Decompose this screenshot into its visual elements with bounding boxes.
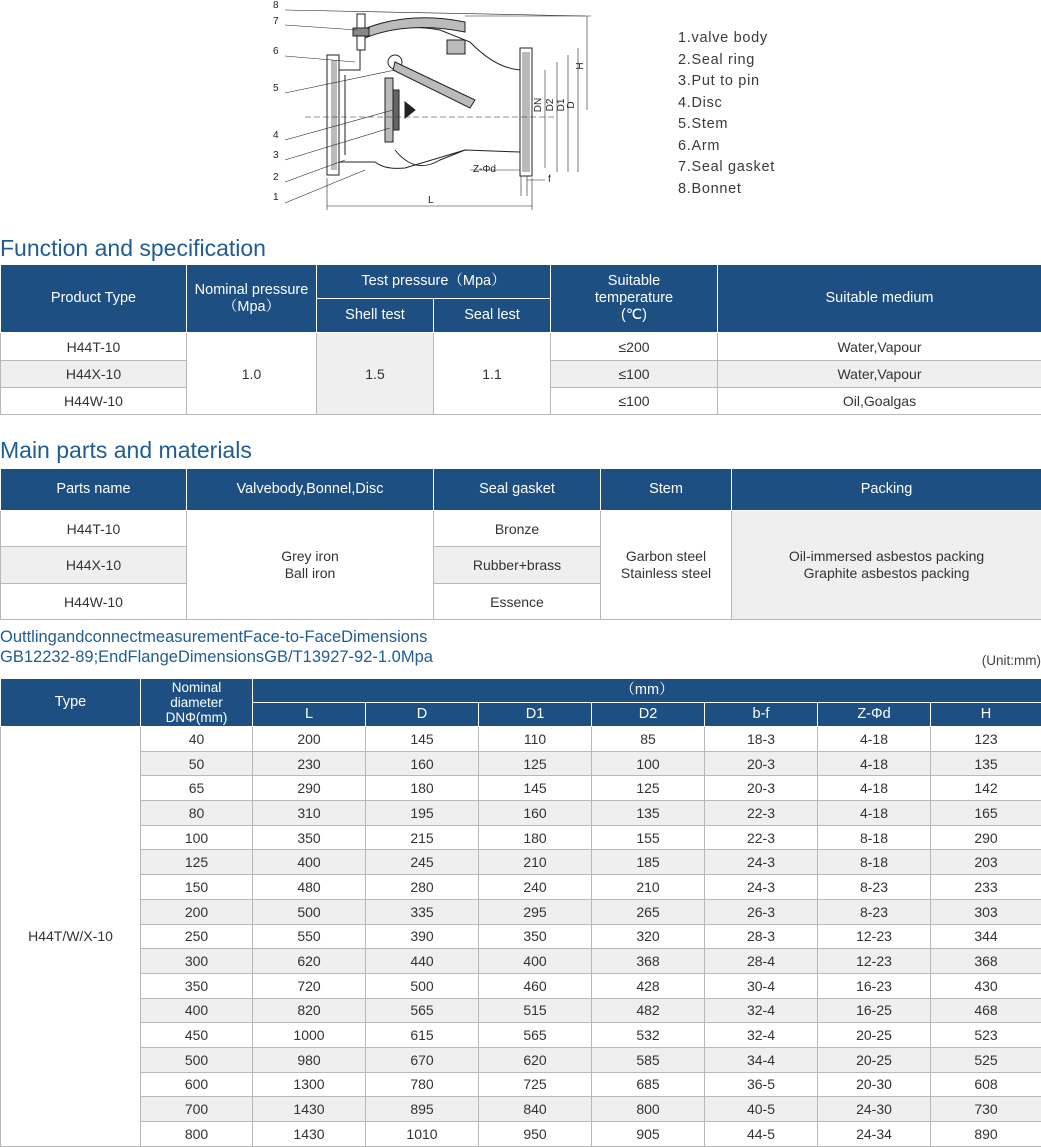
table-cell: 160 <box>479 801 592 826</box>
table-cell: 20-25 <box>818 1023 931 1048</box>
table-cell: 85 <box>592 727 705 752</box>
table-cell: 468 <box>931 998 1041 1023</box>
materials-type: H44W-10 <box>1 584 187 620</box>
materials-type: H44X-10 <box>1 547 187 584</box>
legend-item: 6.Arm <box>678 137 721 154</box>
table-cell: 800 <box>592 1097 705 1122</box>
table-cell: 20-3 <box>705 776 818 801</box>
table-cell: 24-30 <box>818 1097 931 1122</box>
table-cell: 145 <box>479 776 592 801</box>
table-cell: 460 <box>479 973 592 998</box>
header-dim-column: b-f <box>705 703 818 727</box>
table-cell: 245 <box>366 850 479 875</box>
header-shell-test: Shell test <box>317 299 434 333</box>
table-cell: 203 <box>931 850 1041 875</box>
table-cell: 24-3 <box>705 875 818 900</box>
table-cell: 265 <box>592 899 705 924</box>
header-dim-column: H <box>931 703 1041 727</box>
table-cell: 200 <box>253 727 366 752</box>
legend-item: 3.Put to pin <box>678 73 760 89</box>
table-cell: 890 <box>931 1122 1041 1147</box>
legend-item: 2.Seal ring <box>678 51 756 68</box>
table-cell: 565 <box>366 998 479 1023</box>
table-cell: 100 <box>592 751 705 776</box>
table-cell: 142 <box>931 776 1041 801</box>
table-cell: 8-18 <box>818 850 931 875</box>
spec-medium: Water,Vapour <box>718 361 1041 388</box>
table-cell: 44-5 <box>705 1122 818 1147</box>
table-cell: 125 <box>479 751 592 776</box>
table-cell: 165 <box>931 801 1041 826</box>
table-cell: 310 <box>253 801 366 826</box>
table-cell: 565 <box>479 1023 592 1048</box>
header-dim-column: Z-Φd <box>818 703 931 727</box>
table-cell: 180 <box>479 825 592 850</box>
table-cell: 20-30 <box>818 1072 931 1097</box>
legend-item: 5.Stem <box>678 116 729 132</box>
header-product-type: Product Type <box>1 265 187 333</box>
dim-label-z-phi-d: Z-Φd <box>473 164 496 175</box>
table-cell: 20-3 <box>705 751 818 776</box>
callout-6: 6 <box>273 46 279 57</box>
dim-label-l: L <box>428 195 434 206</box>
table-cell: 980 <box>253 1047 366 1072</box>
spec-temperature: ≤200 <box>551 333 718 361</box>
table-cell: 600 <box>141 1072 253 1097</box>
table-cell: 525 <box>931 1047 1041 1072</box>
table-cell: 210 <box>479 850 592 875</box>
table-cell: 65 <box>141 776 253 801</box>
table-cell: 1300 <box>253 1072 366 1097</box>
header-packing: Packing <box>732 469 1041 511</box>
header-parts-name: Parts name <box>1 469 187 511</box>
table-cell: 840 <box>479 1097 592 1122</box>
table-cell: 8-23 <box>818 875 931 900</box>
header-seal-test: Seal lest <box>434 299 551 333</box>
table-cell: 4-18 <box>818 801 931 826</box>
table-row <box>1 899 1041 924</box>
table-cell: 350 <box>479 924 592 949</box>
dimensions-heading-line-2: GB12232-89;EndFlangeDimensionsGB/T13927-92-1.0Mpa <box>0 648 433 666</box>
header-mm-group: （mm） <box>253 679 1041 703</box>
table-cell: 145 <box>366 727 479 752</box>
table-cell: 430 <box>931 973 1041 998</box>
table-cell: 135 <box>592 801 705 826</box>
table-cell: 160 <box>366 751 479 776</box>
table-cell: 50 <box>141 751 253 776</box>
header-dim-column: D <box>366 703 479 727</box>
table-cell: 685 <box>592 1072 705 1097</box>
table-cell: 390 <box>366 924 479 949</box>
table-cell: 28-4 <box>705 949 818 974</box>
table-cell: 16-25 <box>818 998 931 1023</box>
header-body: Valvebody,Bonnel,Disc <box>187 469 434 511</box>
table-cell: 4-18 <box>818 776 931 801</box>
header-stem: Stem <box>601 469 732 511</box>
table-cell: 500 <box>366 973 479 998</box>
table-cell: 150 <box>141 875 253 900</box>
table-cell: 22-3 <box>705 825 818 850</box>
materials-stem: Garbon steel Stainless steel <box>601 511 732 620</box>
table-cell: 428 <box>592 973 705 998</box>
table-cell: 523 <box>931 1023 1041 1048</box>
table-cell: 608 <box>931 1072 1041 1097</box>
table-cell: 155 <box>592 825 705 850</box>
spec-medium: Oil,Goalgas <box>718 388 1041 415</box>
table-cell: 233 <box>931 875 1041 900</box>
spec-temperature: ≤100 <box>551 388 718 415</box>
table-cell: 180 <box>366 776 479 801</box>
header-nominal-diameter: Nominal diameter DNΦ(mm) <box>141 679 253 727</box>
table-cell: 585 <box>592 1047 705 1072</box>
table-row <box>1 1047 1041 1072</box>
table-cell: 12-23 <box>818 924 931 949</box>
valve-cross-section-drawing <box>265 0 605 212</box>
table-cell: 780 <box>366 1072 479 1097</box>
legend-item: 1.valve body <box>678 30 768 46</box>
table-cell: 125 <box>141 850 253 875</box>
table-cell: 905 <box>592 1122 705 1147</box>
table-cell: 20-25 <box>818 1047 931 1072</box>
header-test-pressure: Test pressure（Mpa） <box>317 265 551 299</box>
callout-7: 7 <box>273 16 279 27</box>
materials-type: H44T-10 <box>1 511 187 547</box>
spec-seal-test: 1.1 <box>434 333 551 415</box>
dim-label-f: f <box>548 174 551 185</box>
dim-label-h: H <box>575 62 586 70</box>
header-nominal-pressure: Nominal pressure （Mpa） <box>187 265 317 333</box>
table-cell: 135 <box>931 751 1041 776</box>
header-medium: Suitable medium <box>718 265 1041 333</box>
table-cell: 295 <box>479 899 592 924</box>
spec-medium: Water,Vapour <box>718 333 1041 361</box>
table-cell: 895 <box>366 1097 479 1122</box>
dimensions-heading <box>0 627 433 667</box>
parts-legend <box>678 28 775 200</box>
table-cell: 620 <box>253 949 366 974</box>
table-cell: 620 <box>479 1047 592 1072</box>
table-cell: 24-3 <box>705 850 818 875</box>
table-cell: 515 <box>479 998 592 1023</box>
table-cell: 615 <box>366 1023 479 1048</box>
header-seal-gasket: Seal gasket <box>434 469 601 511</box>
table-cell: 1000 <box>253 1023 366 1048</box>
spec-type: H44W-10 <box>1 388 187 415</box>
table-row <box>1 1072 1041 1097</box>
table-cell: 670 <box>366 1047 479 1072</box>
callout-4: 4 <box>273 130 279 141</box>
unit-label: (Unit:mm) <box>981 653 1041 668</box>
table-cell: 720 <box>253 973 366 998</box>
table-row <box>1 751 1041 776</box>
table-cell: 400 <box>253 850 366 875</box>
table-cell: 700 <box>141 1097 253 1122</box>
materials-seal: Bronze <box>434 511 601 547</box>
header-dim-column: D2 <box>592 703 705 727</box>
dim-label-d: D <box>566 101 577 109</box>
table-cell: 32-4 <box>705 1023 818 1048</box>
table-cell: 110 <box>479 727 592 752</box>
parts-materials-table <box>0 468 1041 620</box>
callout-2: 2 <box>273 172 279 183</box>
table-cell: 450 <box>141 1023 253 1048</box>
table-cell: 368 <box>931 949 1041 974</box>
table-row <box>1 973 1041 998</box>
callout-8: 8 <box>273 0 279 11</box>
function-spec-table <box>0 264 1041 415</box>
table-row <box>1 1023 1041 1048</box>
table-cell: 125 <box>592 776 705 801</box>
dim-label-d1: D1 <box>556 98 567 112</box>
table-cell: 532 <box>592 1023 705 1048</box>
table-row <box>1 998 1041 1023</box>
table-cell: 725 <box>479 1072 592 1097</box>
table-cell: 730 <box>931 1097 1041 1122</box>
table-row <box>1 1097 1041 1122</box>
table-cell: 500 <box>141 1047 253 1072</box>
legend-item: 7.Seal gasket <box>678 159 775 175</box>
table-cell: 30-4 <box>705 973 818 998</box>
table-cell: 240 <box>479 875 592 900</box>
materials-body: Grey iron Ball iron <box>187 511 434 620</box>
table-cell: 1010 <box>366 1122 479 1147</box>
table-cell: 4-18 <box>818 727 931 752</box>
table-cell: 350 <box>253 825 366 850</box>
table-cell: 28-3 <box>705 924 818 949</box>
table-cell: 250 <box>141 924 253 949</box>
table-cell: 32-4 <box>705 998 818 1023</box>
table-cell: 195 <box>366 801 479 826</box>
table-row <box>1 825 1041 850</box>
table-cell: 300 <box>141 949 253 974</box>
table-cell: 1430 <box>253 1122 366 1147</box>
header-temperature: Suitable temperature (℃) <box>551 265 718 333</box>
table-cell: 40 <box>141 727 253 752</box>
callout-3: 3 <box>273 150 279 161</box>
table-cell: 215 <box>366 825 479 850</box>
table-cell: 24-34 <box>818 1122 931 1147</box>
table-cell: 34-4 <box>705 1047 818 1072</box>
function-spec-heading: Function and specification <box>0 235 266 261</box>
table-cell: 344 <box>931 924 1041 949</box>
spec-nominal-pressure: 1.0 <box>187 333 317 415</box>
table-cell: 36-5 <box>705 1072 818 1097</box>
table-cell: 482 <box>592 998 705 1023</box>
parts-materials-heading: Main parts and materials <box>0 437 252 463</box>
callout-1: 1 <box>273 192 279 203</box>
table-cell: 185 <box>592 850 705 875</box>
table-cell: 1430 <box>253 1097 366 1122</box>
table-cell: 123 <box>931 727 1041 752</box>
table-cell: 100 <box>141 825 253 850</box>
table-cell: 550 <box>253 924 366 949</box>
table-row <box>1 1122 1041 1147</box>
table-cell: 12-23 <box>818 949 931 974</box>
table-cell: 8-18 <box>818 825 931 850</box>
dim-label-dn: DN <box>533 97 544 113</box>
table-cell: 950 <box>479 1122 592 1147</box>
table-cell: 440 <box>366 949 479 974</box>
table-row <box>1 776 1041 801</box>
dimensions-type: H44T/W/X-10 <box>1 727 141 1147</box>
spec-type: H44T-10 <box>1 333 187 361</box>
table-cell: 290 <box>931 825 1041 850</box>
dimensions-heading-line-1: OuttlingandconnectmeasurementFace-to-FaceDimensions <box>0 628 428 646</box>
table-cell: 200 <box>141 899 253 924</box>
materials-seal: Essence <box>434 584 601 620</box>
header-dim-column: L <box>253 703 366 727</box>
table-cell: 400 <box>141 998 253 1023</box>
table-cell: 350 <box>141 973 253 998</box>
table-cell: 335 <box>366 899 479 924</box>
table-cell: 400 <box>479 949 592 974</box>
table-cell: 368 <box>592 949 705 974</box>
table-cell: 230 <box>253 751 366 776</box>
table-cell: 320 <box>592 924 705 949</box>
spec-shell-test: 1.5 <box>317 333 434 415</box>
table-row <box>1 875 1041 900</box>
dimensions-table <box>0 678 1041 1147</box>
dim-label-d2: D2 <box>545 98 556 112</box>
table-cell: 290 <box>253 776 366 801</box>
table-row <box>1 727 1041 752</box>
table-row <box>1 949 1041 974</box>
table-row <box>1 850 1041 875</box>
table-cell: 303 <box>931 899 1041 924</box>
table-cell: 480 <box>253 875 366 900</box>
legend-item: 8.Bonnet <box>678 180 742 197</box>
legend-item: 4.Disc <box>678 94 723 111</box>
table-cell: 40-5 <box>705 1097 818 1122</box>
table-cell: 800 <box>141 1122 253 1147</box>
table-cell: 820 <box>253 998 366 1023</box>
table-cell: 16-23 <box>818 973 931 998</box>
spec-temperature: ≤100 <box>551 361 718 388</box>
header-dim-column: D1 <box>479 703 592 727</box>
table-cell: 22-3 <box>705 801 818 826</box>
table-row <box>1 801 1041 826</box>
header-type: Type <box>1 679 141 727</box>
table-cell: 18-3 <box>705 727 818 752</box>
table-cell: 4-18 <box>818 751 931 776</box>
materials-seal: Rubber+brass <box>434 547 601 584</box>
spec-type: H44X-10 <box>1 361 187 388</box>
table-cell: 210 <box>592 875 705 900</box>
table-cell: 26-3 <box>705 899 818 924</box>
table-cell: 280 <box>366 875 479 900</box>
table-row <box>1 924 1041 949</box>
callout-5: 5 <box>273 83 279 94</box>
table-cell: 8-23 <box>818 899 931 924</box>
table-cell: 500 <box>253 899 366 924</box>
table-cell: 80 <box>141 801 253 826</box>
materials-packing: Oil-immersed asbestos packing Graphite asbestos packing <box>732 511 1041 620</box>
